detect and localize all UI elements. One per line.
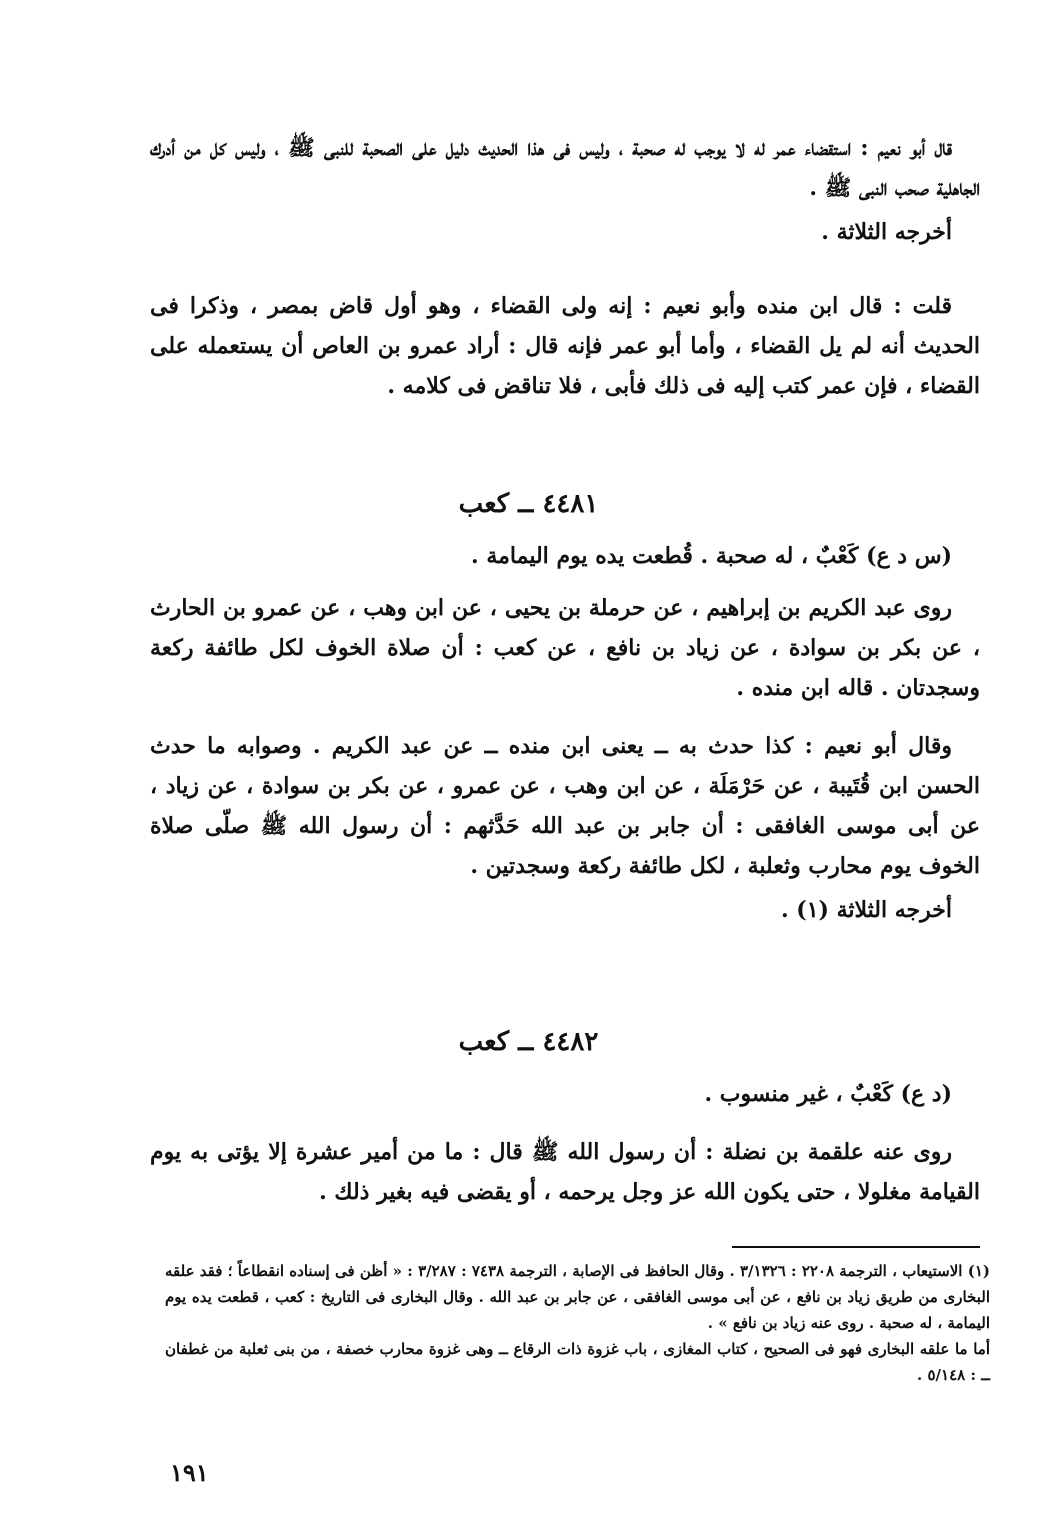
entry-4481-body [150,536,980,930]
entry-heading-4481: ٤٤٨١ ــ كعب [458,489,599,519]
intro-section [150,128,980,406]
intro-takhrij-line: أخرجه الثلاثة . [821,219,952,245]
entry-4481-takhrij-line: أخرجه الثلاثة (١) . [780,897,952,923]
footnote-divider [732,1246,980,1248]
entry-4481-sigla-line: (س د ع) كَعْبٌ ، له صحبة . قُطعت يده يوم اليمامة . [471,543,952,569]
footnote-1: (١) الاستيعاب ، الترجمة ٢٢٠٨ : ٣/١٣٢٦ . وقال الحافظ فى الإصابة ، الترجمة ٧٤٣٨ : ٣/٢٨٧ : « أظن فى إسناده انقطاعاً ؛ فقد علقه البخارى من طريق زياد بن نافع ، عن أبى موسى الغافقى ، عن جابر بن عبد الله . وقال البخارى فى التاريخ : كعب ، قطعت يده يوم اليمامة ، له صحبة . روى عنه زياد بن نافع » . [165,1262,990,1332]
entry-heading-4482: ٤٤٨٢ ــ كعب [458,1027,599,1057]
intro-paragraph-qultu: قلت : قال ابن منده وأبو نعيم : إنه ولى القضاء ، وهو أول قاض بمصر ، وذكرا فى الحديث أنه لم يل القضاء ، وأما أبو عمر فإنه قال : أراد عمرو بن العاص أن يستعمله على القضاء ، فإن عمر كتب إليه فى ذلك فأبى ، فلا تناقض فى كلامه . [150,293,980,399]
intro-paragraph-abu-nuaym: قال أبو نعيم : استقضاء عمر له لا يوجب له صحبة ، وليس فى هذا الحديث دليل على الصحبة للنبى ﷺ ، وليس كل من أدرك الجاهلية صحب النبى ﷺ . [150,135,980,201]
entry-4482-sigla-line: (د ع) كَعْبٌ ، غير منسوب . [704,1081,952,1107]
entry-4482-body [150,1074,980,1212]
footnotes [165,1258,990,1388]
entry-4481-abu-nuaym-paragraph: وقال أبو نعيم : كذا حدث به ــ يعنى ابن منده ــ عن عبد الكريم . وصوابه ما حدث الحسن ابن قُتَيبة ، عن حَرْمَلَة ، عن ابن وهب ، عن عمرو ، عن بكر بن سوادة ، عن زياد ، عن أبى موسى الغافقى : أن جابر بن عبد الله حَدَّثهم : أن رسول الله ﷺ صلّى صلاة الخوف يوم محارب وثعلبة ، لكل طائفة ركعة وسجدتين . [150,733,981,879]
page-number: ١٩١ [170,1458,209,1487]
footnote-1-continuation: أما ما علقه البخارى فهو فى الصحيح ، كتاب المغازى ، باب غزوة ذات الرقاع ــ وهى غزوة محارب خصفة ، من بنى ثعلبة من غطفان ــ : ٥/١٤٨ . [165,1340,990,1384]
entry-4482-hadith-paragraph: روى عنه علقمة بن نضلة : أن رسول الله ﷺ قال : ما من أمير عشرة إلا يؤتى به يوم القيامة مغلولا ، حتى يكون الله عز وجل يرحمه ، أو يقضى فيه بغير ذلك . [150,1139,980,1205]
entry-4481-hadith-paragraph: روى عبد الكريم بن إبراهيم ، عن حرملة بن يحيى ، عن ابن وهب ، عن عمرو بن الحارث ، عن بكر بن سوادة ، عن زياد بن نافع ، عن كعب : أن صلاة الخوف لكل طائفة ركعة وسجدتان . قاله ابن منده . [150,595,980,701]
